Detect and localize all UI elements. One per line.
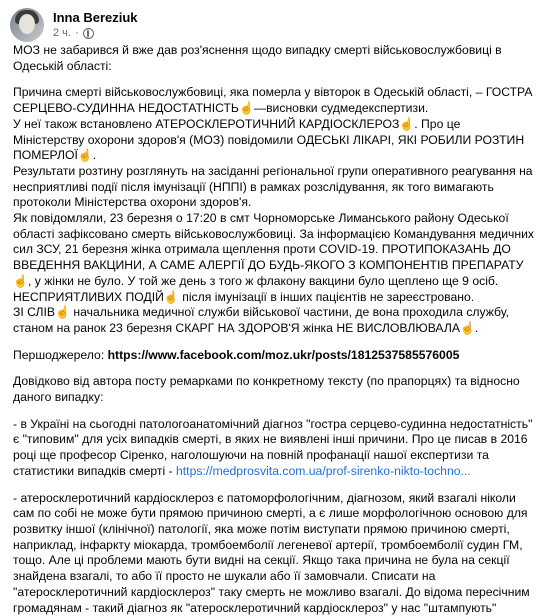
source-link[interactable]: https://www.facebook.com/moz.ukr/posts/1812537585576005	[107, 347, 460, 362]
paragraph-intro: МОЗ не забарився й вже дав роз'яснення щодо випадку смерті військовослужбовиці в Одеській області:	[13, 43, 502, 73]
post-meta: 2 ч. ·	[53, 27, 94, 39]
globe-icon	[83, 28, 94, 39]
paragraph-results: Результати розтину розглянуть на засіданні регіональної групи оперативного реагування на несприятливі події після імунізації (НППІ) в рамках розслідування, як того вимагають протоколи Міністерства охорони здоров'я.	[13, 163, 533, 210]
pointing-finger-icon: ☝	[13, 273, 28, 288]
paragraph-words: ЗІ СЛІВ☝ начальника медичної служби військової частини, де вона проходила службу, станом на ранок 23 березня СКАРГ НА ЗДОРОВ'Я жінка НЕ ВИСЛОВЛЮВАЛА☝.	[13, 305, 510, 335]
paragraph-atherosclerosis: У неї також встановлено АТЕРОСКЛЕРОТИЧНИЙ КАРДІОСКЛЕРОЗ☝. Про це Міністерству охорони здоров'я (МОЗ) повідомили ОДЕСЬКІ ЛІКАРІ, ЯКІ РОБИЛИ РОЗТИН ПОМЕРЛОЇ☝.	[13, 116, 525, 163]
paragraph-cause: Причина смерті військовослужбовиці, яка померла у вівторок в Одеській області, – ГОСТРА СЕРЦЕВО-СУДИННА НЕДОСТАТНІСТЬ☝—висновки судмедекспертизи.	[13, 85, 533, 116]
paragraph-remark-2: - атеросклеротичний кардіосклероз є патоморфологічним, діагнозом, який взагалі ніколи сам по собі не може бути прямою причиною смерті, а є лише морфологічною основою для розвитку іншої (клінічної) патології, яка може потім виступати прямою причиною смерті, наприклад, інфаркту міокарда, тромбоемболії легеневої артерії, тромбоемболії судин ГМ, тощо. Але ці проблеми мають бути видні на секції. Якщо така причина не була на секції знайдена взагалі, то або її просто не шукали або її замовчали. Списати на "атеросклеротичний кардіосклероз" таку смерть не можливо взагалі. До відома пересічним громадянам - такий діагноз як "атеросклеротичний кардіосклероз" у нас "штампують"	[13, 490, 530, 615]
avatar[interactable]	[10, 8, 44, 42]
pointing-finger-icon: ☝	[459, 320, 475, 335]
pointing-finger-icon: ☝	[163, 289, 179, 304]
source-line: Першоджерело: https://www.facebook.com/moz.ukr/posts/1812537585576005	[13, 347, 460, 362]
post-body	[13, 43, 535, 616]
author-name[interactable]: Inna Bereziuk	[53, 10, 138, 25]
pointing-finger-icon: ☝	[55, 305, 70, 320]
pointing-finger-icon: ☝	[77, 148, 93, 163]
paragraph-reported: Як повідомляли, 23 березня о 17:20 в смт Чорноморське Лиманського району Одеської області зафіксовано смерть військовослужбовиці. За інформацією Командування медичних сил ЗСУ, 21 березня жінка отримала щеплення проти COVID-19. ПРОТИПОКАЗАНЬ ДО ВВЕДЕННЯ ВАКЦИНИ, А САМЕ АЛЕРГІЇ ДО БУДЬ-ЯКОГО З КОМПОНЕНТІВ ПРЕПАРАТУ☝, у жінки не було. У той же день з того ж флакону вакцини було щеплено ще 9 осіб. НЕСПРИЯТЛИВИХ ПОДІЙ☝ після імунізації в інших пацієнтів не зареєстровано.	[13, 211, 535, 304]
pointing-finger-icon: ☝	[399, 116, 415, 131]
pointing-finger-icon: ☝	[238, 101, 254, 116]
medprosvita-link[interactable]: https://medprosvita.com.ua/prof-sirenko-nikto-tochno...	[176, 463, 471, 478]
paragraph-author-note: Довідково від автора посту ремарками по конкретному тексту (по прапорцях) та відносно даного випадку:	[13, 374, 520, 405]
paragraph-remark-1: - в Україні на сьогодні патологоанатомічний діагноз "гостра серцево-судинна недостатність" є "типовим" для усіх випадків смерті, в яких не виявлені інші причини. Про це писав в 2016 році ще професор Сіренко, наголошуючи на повній профанації нашої експертизи та статистики випадків смерті - https://medprosvita.com.ua/prof-sirenko-nikto-tochno...	[13, 416, 533, 478]
post-time[interactable]: 2 ч.	[53, 27, 71, 39]
